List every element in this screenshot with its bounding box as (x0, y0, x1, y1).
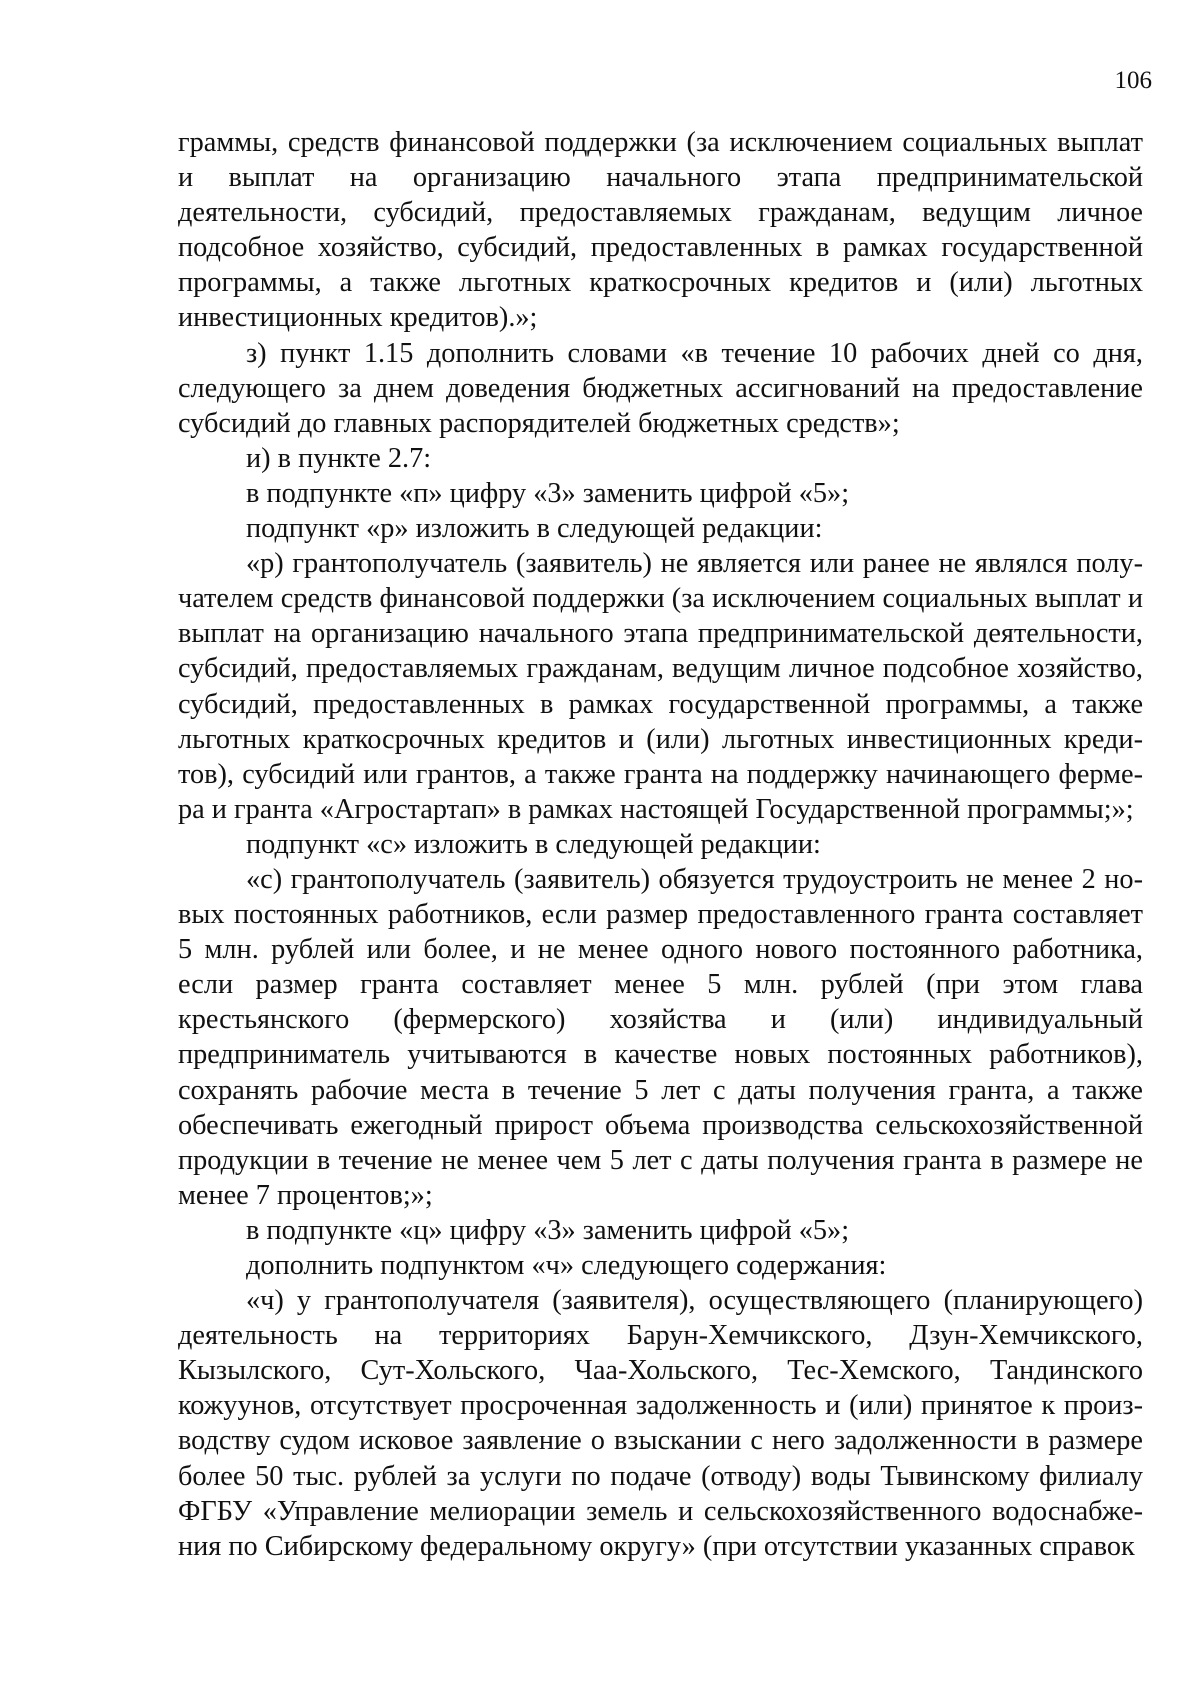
paragraph-subitem-s-intro: подпункт «с» изложить в следующей редакции: (246, 828, 821, 860)
paragraph-subitem-ts: в подпункте «ц» цифру «3» заменить цифрой «5»; (246, 1214, 850, 1246)
paragraph-continuation: граммы, средств финансовой поддержки (за исключением социальных выплат и выплат на организацию начального этапа предпринимательской деятельности, субсидий, предоставляемых гражданам, ведущим личное подсобное хозяйство, субсидий, предоставленных в рамках государственной программы, а также льготных краткосрочных кредитов и (или) льготных инвестиционных кредитов).»; (178, 127, 1143, 334)
paragraph-subitem-r-text: «р) грантополучатель (заявитель) не является или ранее не являлся получателем средств финансовой поддержки (за исключением социальных выплат и выплат на организацию начального этапа предпринимательской деятельности, субсидий, предоставляемых гражданам, ведущим личное подсобное хозяйство, субсидий, предоставленных в рамках государственной программы, а также льготных краткосрочных кредитов и (или) льготных инвестиционных кредитов), субсидий или грантов, а также гранта на поддержку начинающего фермера и гранта «Агростартап» в рамках настоящей Государственной программы;»; (178, 548, 1143, 825)
paragraph-subitem-s-text: «с) грантополучатель (заявитель) обязуется трудоустроить не менее 2 новых постоянных работников, если размер предоставленного гранта составляет 5 млн. рублей или более, и не менее одного нового постоянного работника, если размер гранта составляет менее 5 млн. рублей (при этом глава крестьянского (фермерского) хозяйства и (или) индивидуальный предприниматель учитываются в качестве новых постоянных работников), сохранять рабочие места в течение 5 лет с даты получения гранта, а также обеспечивать ежегодный прирост объема производства сельскохозяйственной продукции в течение не менее чем 5 лет с даты получения гранта в размере не менее 7 процентов;»; (178, 863, 1143, 1211)
paragraph-subitem-ch-text: «ч) у грантополучателя (заявителя), осуществляющего (планирующего) деятельность на территориях Барун-Хемчикского, Дзун-Хемчикского, Кызылского, Сут-Хольского, Чаа-Хольского, Тес-Хемского, Тандинского кожуунов, отсутствует просроченная задолженность и (или) принятое к производству судом исковое заявление о взыскании с него задолженности в размере более 50 тыс. рублей за услуги по подаче (отводу) воды Тывинскому филиалу ФГБУ «Управление мелиорации земель и сельскохозяйственного водоснабжения по Сибирскому федеральному округу» (при отсутствии указанных справок (178, 1285, 1143, 1562)
paragraph-item-i: и) в пункте 2.7: (246, 442, 432, 474)
page-number: 106 (1114, 67, 1152, 94)
paragraph-subitem-r-intro: подпункт «р» изложить в следующей редакции: (246, 513, 823, 545)
document-body (178, 125, 1143, 1564)
paragraph-item-z: з) пункт 1.15 дополнить словами «в течение 10 рабочих дней со дня, следующего за днем доведения бюджетных ассигнований на предоставление субсидий до главных распорядителей бюджетных средств»; (178, 337, 1143, 439)
paragraph-subitem-ch-intro: дополнить подпунктом «ч» следующего содержания: (246, 1250, 887, 1281)
paragraph-subitem-p: в подпункте «п» цифру «3» заменить цифрой «5»; (246, 477, 850, 509)
